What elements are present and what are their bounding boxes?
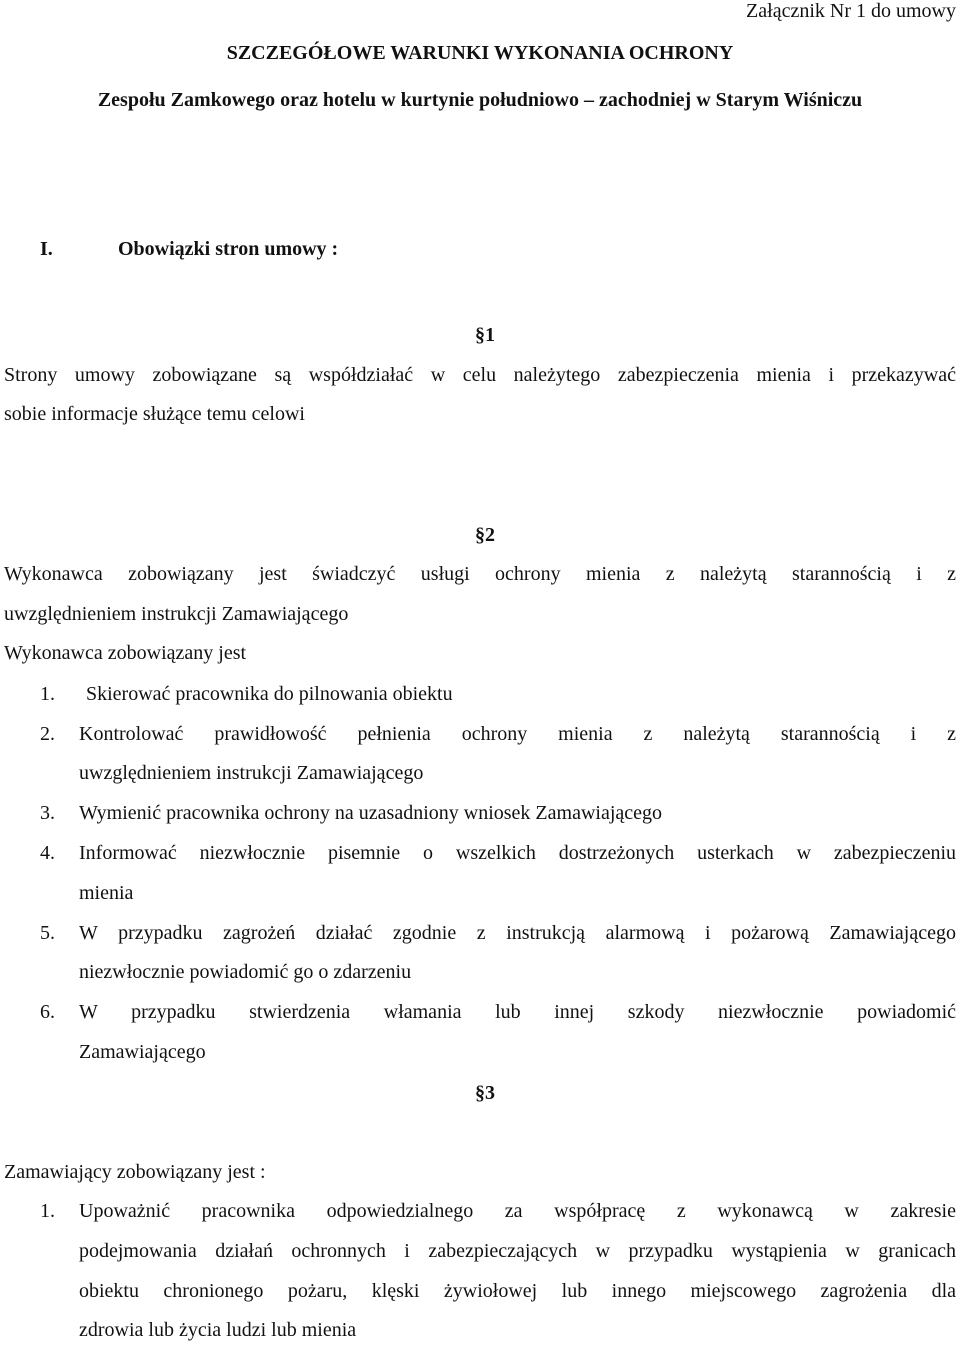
section-number: I. bbox=[40, 238, 53, 260]
list-item-text: zdrowia lub życia ludzi lub mienia bbox=[79, 1319, 357, 1341]
paragraph-mark-1: §1 bbox=[475, 324, 495, 346]
list-number: 2. bbox=[40, 723, 55, 745]
paragraph-mark-2: §2 bbox=[475, 524, 495, 546]
p2-intro: Wykonawca zobowiązany jest bbox=[4, 642, 247, 664]
list-number: 3. bbox=[40, 802, 55, 824]
paragraph-mark-3: §3 bbox=[475, 1082, 495, 1104]
list-item-text: Skierować pracownika do pilnowania obiektu bbox=[86, 683, 453, 705]
document-subtitle: Zespołu Zamkowego oraz hotelu w kurtynie południowo – zachodniej w Starym Wiśniczu bbox=[97, 89, 863, 111]
p1-line: sobie informacje służące temu celowi bbox=[4, 403, 305, 425]
section-title: Obowiązki stron umowy : bbox=[118, 238, 339, 260]
list-number: 1. bbox=[40, 683, 55, 705]
list-item-text: Wymienić pracownika ochrony na uzasadniony wniosek Zamawiającego bbox=[79, 802, 663, 824]
p2-line: uwzględnieniem instrukcji Zamawiającego bbox=[4, 603, 349, 625]
document-title: SZCZEGÓŁOWE WARUNKI WYKONANIA OCHRONY bbox=[226, 42, 734, 64]
list-item-text: Zamawiającego bbox=[79, 1041, 206, 1063]
section-heading bbox=[40, 238, 338, 261]
list-number: 6. bbox=[40, 1001, 55, 1023]
list-item-text: W przypadku stwierdzenia włamania lub innej szkody niezwłocznie powiadomić bbox=[79, 1001, 956, 1023]
list-item-text: Kontrolować prawidłowość pełnienia ochrony mienia z należytą starannością i z bbox=[79, 723, 956, 745]
annex-label: Załącznik Nr 1 do umowy bbox=[746, 0, 956, 22]
list-item-text: podejmowania działań ochronnych i zabezpieczających w przypadku wystąpienia w granicach bbox=[79, 1240, 956, 1262]
list-number: 4. bbox=[40, 842, 55, 864]
list-number: 5. bbox=[40, 922, 55, 944]
list-item-text: mienia bbox=[79, 882, 134, 904]
list-item-text: obiektu chronionego pożaru, klęski żywiołowej lub innego miejscowego zagrożenia dla bbox=[79, 1280, 956, 1302]
list-item-text: niezwłocznie powiadomić go o zdarzeniu bbox=[79, 961, 412, 983]
list-item-text: W przypadku zagrożeń działać zgodnie z instrukcją alarmową i pożarową Zamawiającego bbox=[79, 922, 956, 944]
p3-intro: Zamawiający zobowiązany jest : bbox=[4, 1161, 266, 1183]
p1-line: Strony umowy zobowiązane są współdziałać w celu należytego zabezpieczenia mienia i przekazywać bbox=[4, 364, 956, 386]
list-item-text: Informować niezwłocznie pisemnie o wszelkich dostrzeżonych usterkach w zabezpieczeniu bbox=[79, 842, 956, 864]
list-item-text: uwzględnieniem instrukcji Zamawiającego bbox=[79, 762, 424, 784]
list-item-text: Upoważnić pracownika odpowiedzialnego za współpracę z wykonawcą w zakresie bbox=[79, 1200, 956, 1222]
p2-line: Wykonawca zobowiązany jest świadczyć usługi ochrony mienia z należytą starannością i z bbox=[4, 563, 956, 585]
list-number: 1. bbox=[40, 1200, 55, 1222]
